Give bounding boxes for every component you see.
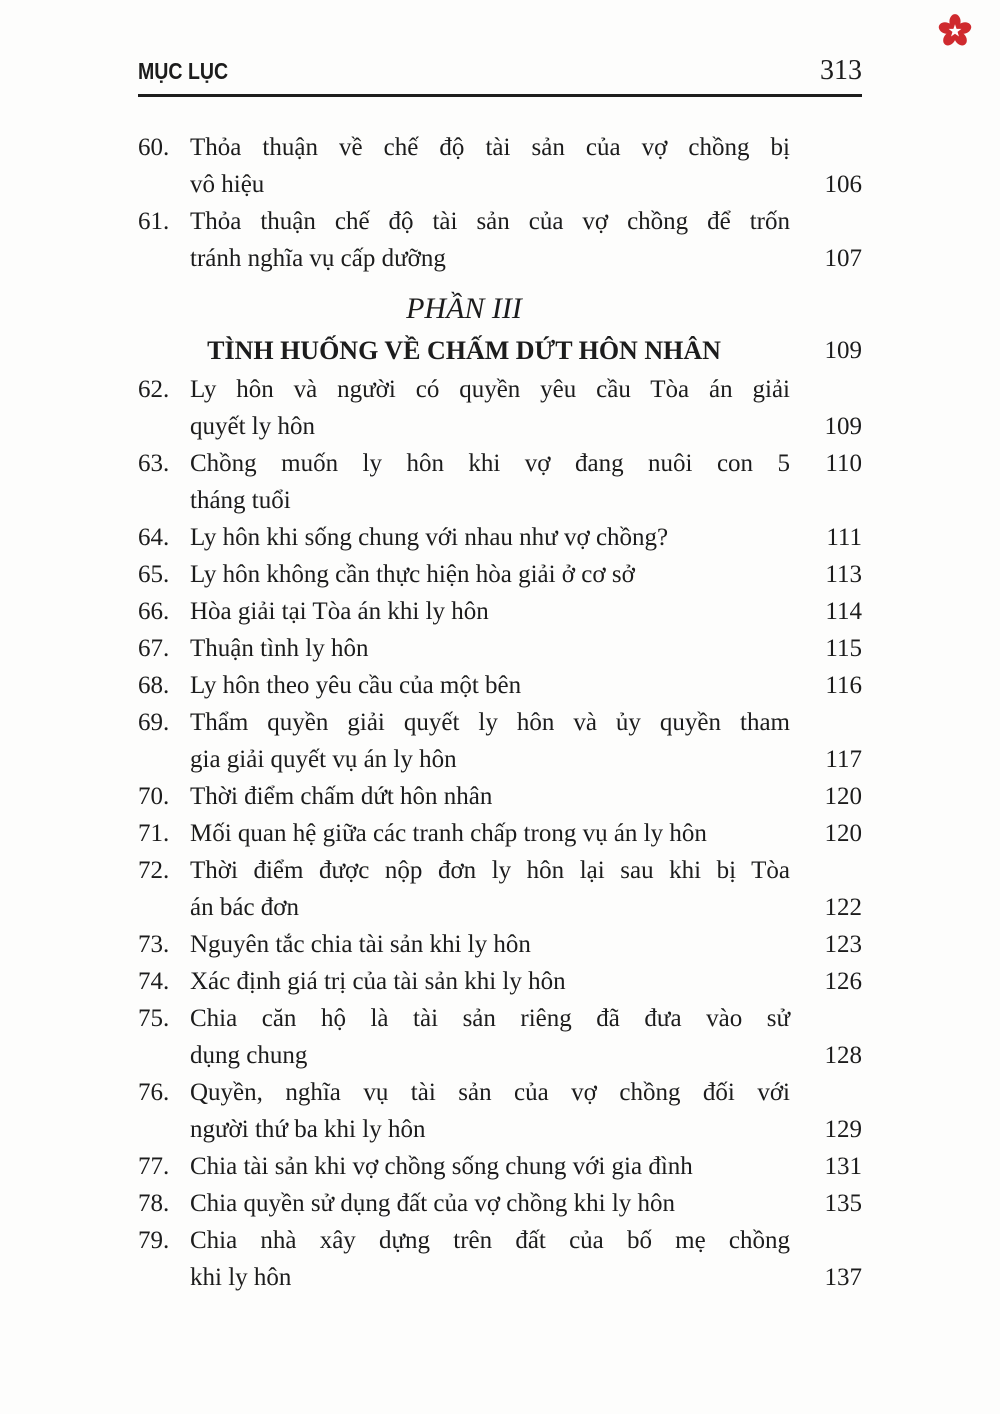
toc-entry-text: Nguyên tắc chia tài sản khi ly hôn: [190, 931, 531, 958]
toc-entry-row: [138, 1074, 862, 1111]
toc-entry-row: [138, 240, 862, 277]
toc-entry-page: [790, 482, 862, 519]
toc-entry-text: tháng tuổi: [190, 487, 291, 514]
toc-entry-text: Mối quan hệ giữa các tranh chấp trong vụ án ly hôn: [190, 820, 707, 847]
toc-entry-text: Thời điểm chấm dứt hôn nhân: [190, 783, 493, 810]
toc-entry-page: 131: [824, 1153, 862, 1180]
toc-entry-page: 135: [824, 1190, 862, 1217]
toc-entry-text: dụng chung: [190, 1042, 308, 1069]
toc-entry-text: quyết ly hôn: [190, 413, 315, 440]
toc-entry-page: 106: [824, 171, 862, 198]
toc-entry-row: [138, 1148, 862, 1185]
toc-entry-text: Chồng muốn ly hôn khi vợ đang nuôi con 5: [190, 450, 790, 477]
toc-entry-text: người thứ ba khi ly hôn: [190, 1116, 426, 1143]
toc-entry-row: [138, 1111, 862, 1148]
toc-entry-text: Thời điểm được nộp đơn ly hôn lại sau khi bị Tòa: [190, 857, 790, 884]
toc-entry-row: [138, 556, 862, 593]
toc-entry-row: [138, 1000, 862, 1037]
toc-entry-number: 62.: [138, 376, 170, 403]
toc-part-row: [138, 287, 862, 331]
toc-entry-row: [138, 741, 862, 778]
toc-entry-page: [790, 371, 862, 408]
toc-entry-text: Chia căn hộ là tài sản riêng đã đưa vào sử: [190, 1005, 790, 1032]
toc-entry-text: gia giải quyết vụ án ly hôn: [190, 746, 457, 773]
toc-entry-row: [138, 704, 862, 741]
toc-entry-row: [138, 926, 862, 963]
toc-entry-page: 123: [824, 931, 862, 958]
toc-entry-text: Thẩm quyền giải quyết ly hôn và ủy quyền tham: [190, 709, 790, 736]
toc-entry-number: 75.: [138, 1005, 170, 1032]
toc-entry-page: 117: [825, 746, 862, 773]
toc-entry-number: [138, 741, 190, 778]
toc-entry-number: 73.: [138, 931, 170, 958]
toc-entry-row: [138, 1259, 862, 1296]
toc-entry-number: 69.: [138, 709, 170, 736]
toc-entry-page: 115: [825, 635, 862, 662]
toc-entry-number: [138, 1259, 190, 1296]
toc-entry-number: 77.: [138, 1153, 170, 1180]
toc-entry-page: [790, 852, 862, 889]
toc-entry-text: vô hiệu: [190, 171, 265, 198]
toc-entry-text: án bác đơn: [190, 894, 300, 921]
toc-entry-number: 61.: [138, 208, 170, 235]
toc-entry-number: [138, 889, 190, 926]
toc-entry-number: 60.: [138, 134, 170, 161]
toc-entry-number: [138, 240, 190, 277]
toc-entry-number: 74.: [138, 968, 170, 995]
running-header-page-number: 313: [820, 55, 862, 86]
toc-entry-number: 64.: [138, 524, 170, 551]
toc-entry-text: khi ly hôn: [190, 1264, 292, 1291]
toc-entry-row: [138, 667, 862, 704]
toc-entry-page: [790, 1074, 862, 1111]
toc-entry-page: [790, 704, 862, 741]
toc-entry-text: Chia quyền sử dụng đất của vợ chồng khi ly hôn: [190, 1190, 676, 1217]
toc-entry-row: [138, 1185, 862, 1222]
table-of-contents: [138, 129, 862, 1296]
toc-entry-page: 120: [824, 783, 862, 810]
toc-entry-row: [138, 778, 862, 815]
toc-entry-page: 116: [825, 672, 862, 699]
toc-entry-number: [138, 408, 190, 445]
toc-entry-text: Ly hôn và người có quyền yêu cầu Tòa án giải: [190, 376, 790, 403]
toc-entry-page: [790, 203, 862, 240]
toc-entry-page: [790, 1222, 862, 1259]
toc-entry-number: 79.: [138, 1227, 170, 1254]
toc-entry-page: 129: [824, 1116, 862, 1143]
toc-entry-row: [138, 889, 862, 926]
toc-entry-number: 67.: [138, 635, 170, 662]
toc-entry-text: Chia nhà xây dựng trên đất của bố mẹ chồng: [190, 1227, 790, 1254]
toc-entry-number: [138, 1037, 190, 1074]
toc-entry-page: 114: [825, 598, 862, 625]
toc-entry-row: [138, 630, 862, 667]
section-heading: TÌNH HUỐNG VỀ CHẤM DỨT HÔN NHÂN: [207, 336, 721, 365]
toc-entry-text: Ly hôn theo yêu cầu của một bên: [190, 672, 522, 699]
toc-entry-row: [138, 482, 862, 519]
toc-entry-page: 128: [824, 1042, 862, 1069]
toc-entry-text: Chia tài sản khi vợ chồng sống chung với gia đình: [190, 1153, 693, 1180]
toc-entry-row: [138, 203, 862, 240]
toc-entry-page: [790, 129, 862, 166]
toc-entry-number: 76.: [138, 1079, 170, 1106]
toc-entry-number: 78.: [138, 1190, 170, 1217]
toc-entry-row: [138, 129, 862, 166]
toc-entry-page: 110: [825, 450, 862, 477]
toc-entry-page: 109: [824, 413, 862, 440]
toc-entry-row: [138, 1037, 862, 1074]
toc-entry-row: [138, 445, 862, 482]
toc-entry-page: [790, 1000, 862, 1037]
flower-icon: [937, 13, 973, 49]
toc-entry-page: 111: [826, 524, 862, 551]
section-page-number: 109: [824, 337, 862, 364]
toc-entry-text: Quyền, nghĩa vụ tài sản của vợ chồng đối với: [190, 1079, 790, 1106]
toc-entry-number: [138, 482, 190, 519]
toc-entry-row: [138, 963, 862, 1000]
toc-entry-text: Ly hôn khi sống chung với nhau như vợ chồng?: [190, 524, 669, 551]
toc-entry-number: 63.: [138, 450, 170, 477]
toc-entry-text: Thỏa thuận về chế độ tài sản của vợ chồng bị: [190, 134, 790, 161]
toc-entry-row: [138, 519, 862, 556]
toc-entry-text: Hòa giải tại Tòa án khi ly hôn: [190, 598, 489, 625]
toc-entry-number: 71.: [138, 820, 170, 847]
toc-entry-text: Ly hôn không cần thực hiện hòa giải ở cơ sở: [190, 561, 635, 588]
toc-entry-row: [138, 852, 862, 889]
toc-entry-number: [138, 166, 190, 203]
toc-entry-page: 113: [825, 561, 862, 588]
toc-entry-row: [138, 593, 862, 630]
toc-entry-row: [138, 1222, 862, 1259]
toc-entry-row: [138, 408, 862, 445]
running-header: [138, 55, 862, 97]
toc-entry-text: Xác định giá trị của tài sản khi ly hôn: [190, 968, 566, 995]
toc-entry-page: 137: [824, 1264, 862, 1291]
toc-entry-number: 65.: [138, 561, 170, 588]
toc-entry-row: [138, 371, 862, 408]
toc-entry-page: 122: [824, 894, 862, 921]
toc-entry-page: 120: [824, 820, 862, 847]
toc-entry-row: [138, 166, 862, 203]
running-header-title: MỤC LỤC: [138, 58, 229, 84]
toc-entry-number: 68.: [138, 672, 170, 699]
toc-entry-page: 126: [824, 968, 862, 995]
toc-entry-page: 107: [824, 245, 862, 272]
toc-entry-number: 66.: [138, 598, 170, 625]
toc-entry-row: [138, 815, 862, 852]
toc-entry-number: 72.: [138, 857, 170, 884]
toc-entry-number: 70.: [138, 783, 170, 810]
toc-entry-text: Thuận tình ly hôn: [190, 635, 369, 662]
toc-entry-text: Thỏa thuận chế độ tài sản của vợ chồng để trốn: [190, 208, 790, 235]
toc-section-row: [138, 331, 862, 371]
toc-entry-number: [138, 1111, 190, 1148]
toc-entry-text: tránh nghĩa vụ cấp dưỡng: [190, 245, 446, 272]
part-heading: PHẦN III: [406, 292, 522, 325]
